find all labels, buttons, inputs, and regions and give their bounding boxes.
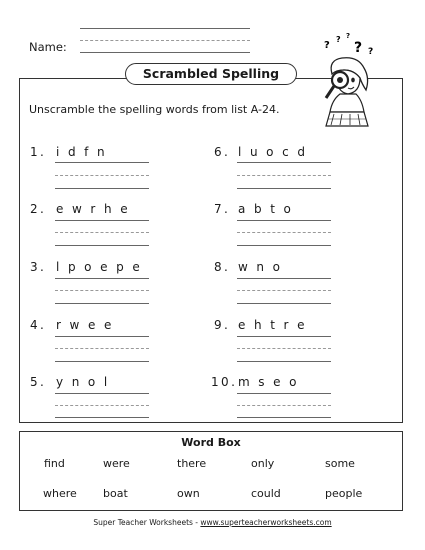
answer-line-top bbox=[237, 336, 331, 337]
answer-line-top bbox=[237, 220, 331, 221]
answer-line[interactable] bbox=[55, 361, 149, 362]
answer-line-top bbox=[55, 220, 149, 221]
answer-line-mid bbox=[55, 405, 149, 406]
answer-line-mid bbox=[55, 232, 149, 233]
answer-line[interactable] bbox=[55, 303, 149, 304]
answer-line-mid bbox=[55, 175, 149, 176]
name-line-mid bbox=[80, 40, 250, 41]
word-box-word: there bbox=[177, 457, 207, 470]
answer-line[interactable] bbox=[55, 245, 149, 246]
answer-line-top bbox=[55, 393, 149, 394]
word-box-word: some bbox=[325, 457, 355, 470]
svg-text:?: ? bbox=[346, 32, 351, 40]
svg-text:?: ? bbox=[368, 47, 374, 57]
scrambled-word: e h t r e bbox=[238, 318, 307, 332]
scrambled-word: w n o bbox=[238, 260, 283, 274]
worksheet-title: Scrambled Spelling bbox=[125, 63, 297, 85]
svg-text:?: ? bbox=[336, 35, 341, 44]
word-box-word: people bbox=[325, 487, 363, 500]
answer-line-top bbox=[55, 278, 149, 279]
answer-line[interactable] bbox=[237, 361, 331, 362]
word-box-word: only bbox=[251, 457, 275, 470]
scrambled-word: m s e o bbox=[238, 375, 299, 389]
footer-link[interactable]: www.superteacherworksheets.com bbox=[200, 518, 332, 527]
answer-line-top bbox=[237, 393, 331, 394]
scrambled-word: y n o l bbox=[56, 375, 110, 389]
answer-line[interactable] bbox=[237, 245, 331, 246]
item-number: 6. bbox=[214, 145, 231, 159]
item-number: 3. bbox=[30, 260, 47, 274]
word-box-word: find bbox=[44, 457, 65, 470]
answer-line[interactable] bbox=[237, 188, 331, 189]
answer-line[interactable] bbox=[55, 417, 149, 418]
svg-text:?: ? bbox=[354, 40, 363, 56]
answer-line-mid bbox=[237, 348, 331, 349]
instructions: Unscramble the spelling words from list A-24. bbox=[29, 103, 280, 116]
item-number: 2. bbox=[30, 202, 47, 216]
footer bbox=[0, 518, 425, 527]
item-number: 9. bbox=[214, 318, 231, 332]
answer-line-mid bbox=[237, 405, 331, 406]
answer-line-mid bbox=[237, 232, 331, 233]
answer-line-mid bbox=[237, 175, 331, 176]
scrambled-word: r w e e bbox=[56, 318, 114, 332]
item-number: 4. bbox=[30, 318, 47, 332]
name-field-line[interactable] bbox=[80, 52, 250, 53]
word-box-word: were bbox=[103, 457, 130, 470]
word-box-title: Word Box bbox=[181, 436, 241, 449]
item-number: 10. bbox=[211, 375, 238, 389]
answer-line[interactable] bbox=[237, 417, 331, 418]
scrambled-word: l p o e p e bbox=[56, 260, 143, 274]
name-line-top bbox=[80, 28, 250, 29]
girl-with-magnifying-glass-icon bbox=[314, 30, 384, 130]
answer-line[interactable] bbox=[237, 303, 331, 304]
svg-text:?: ? bbox=[324, 40, 330, 51]
answer-line-mid bbox=[55, 348, 149, 349]
answer-line-top bbox=[237, 278, 331, 279]
answer-line-top bbox=[55, 336, 149, 337]
scrambled-word: l u o c d bbox=[238, 145, 308, 159]
item-number: 1. bbox=[30, 145, 47, 159]
scrambled-word: a b t o bbox=[238, 202, 294, 216]
answer-line-mid bbox=[237, 290, 331, 291]
word-box-word: boat bbox=[103, 487, 128, 500]
item-number: 8. bbox=[214, 260, 231, 274]
item-number: 5. bbox=[30, 375, 47, 389]
answer-line-top bbox=[237, 162, 331, 163]
name-label: Name: bbox=[29, 40, 67, 54]
word-box-word: could bbox=[251, 487, 281, 500]
answer-line-mid bbox=[55, 290, 149, 291]
answer-line-top bbox=[55, 162, 149, 163]
answer-line[interactable] bbox=[55, 188, 149, 189]
scrambled-word: e w r h e bbox=[56, 202, 130, 216]
footer-text: Super Teacher Worksheets - bbox=[93, 518, 201, 527]
item-number: 7. bbox=[214, 202, 231, 216]
word-box-word: where bbox=[43, 487, 77, 500]
word-box-word: own bbox=[177, 487, 200, 500]
scrambled-word: i d f n bbox=[56, 145, 108, 159]
